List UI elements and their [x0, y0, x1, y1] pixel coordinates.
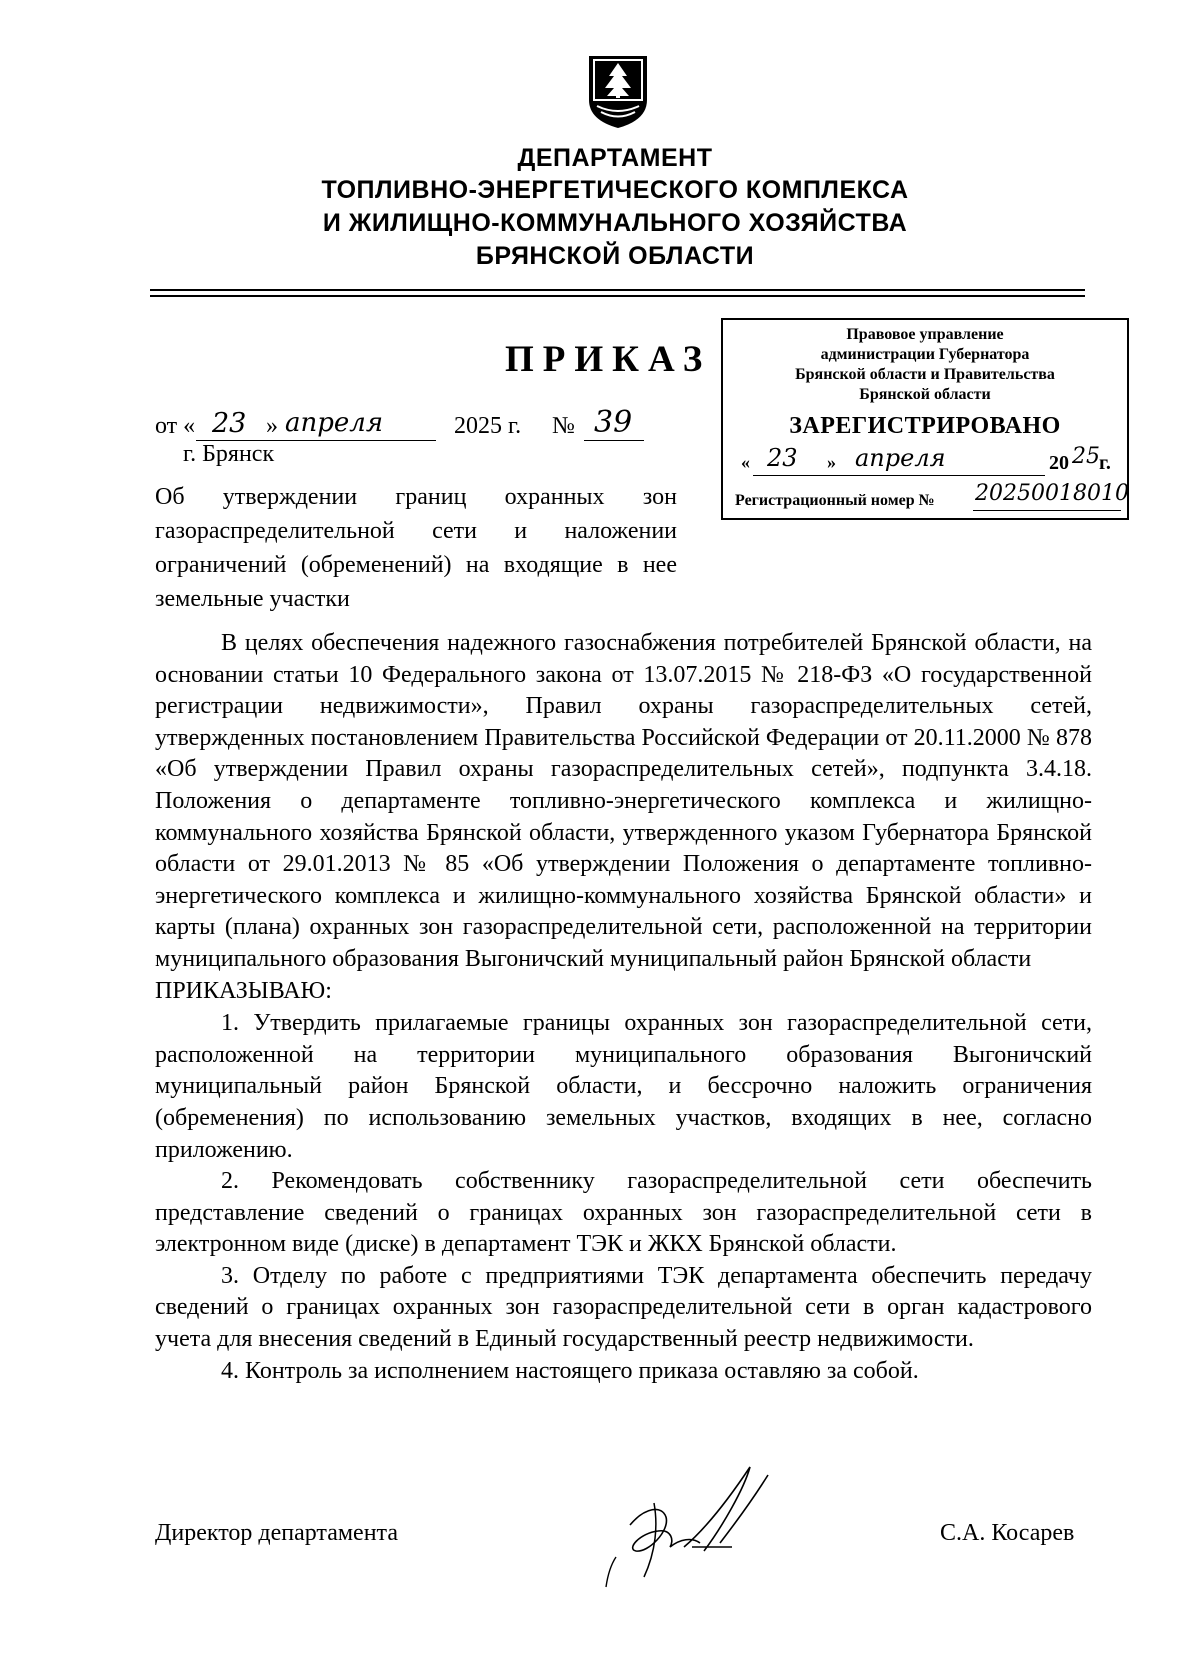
date-quote-close: »	[266, 413, 278, 439]
stamp-line-2: администрации Губернатора	[820, 346, 1030, 363]
registration-stamp	[721, 318, 1129, 520]
order-word: ПРИКАЗЫВАЮ:	[155, 977, 332, 1004]
department-header-line-1: ДЕПАРТАМЕНТ	[517, 144, 713, 172]
stamp-year-handwritten: 25	[1072, 444, 1100, 469]
order-item-4: 4. Контроль за исполнением настоящего приказа оставляю за собой.	[221, 1357, 919, 1384]
document-title: ПРИКАЗ	[505, 339, 712, 380]
order-item-2: 2. Рекомендовать собственнику газораспределительной сети обеспечить представление сведений о границах охранных зон газораспределительной сети в электронном виде (диске) в департамент ТЭК и ЖКХ Брянской области.	[155, 1168, 1092, 1258]
stamp-reg-number-handwritten: 20250018010	[975, 481, 1129, 506]
signatory-position: Директор департамента	[155, 1520, 398, 1546]
department-header-line-3: И ЖИЛИЩНО-КОММУНАЛЬНОГО ХОЗЯЙСТВА	[322, 209, 908, 237]
order-subject	[155, 480, 677, 616]
stamp-reg-label: Регистрационный номер №	[735, 492, 935, 509]
date-month-handwritten: апреля	[285, 408, 384, 438]
order-items-list	[155, 1008, 1092, 1387]
stamp-month-handwritten: апреля	[855, 444, 946, 472]
city: г. Брянск	[183, 441, 275, 467]
stamp-reg-underline	[973, 510, 1121, 511]
stamp-line-3: Брянской области и Правительства	[795, 366, 1055, 383]
coat-of-arms-emblem	[585, 50, 651, 130]
date-day-handwritten: 23	[212, 408, 247, 439]
date-prefix: от «	[155, 413, 196, 439]
stamp-date-underline	[753, 475, 1045, 476]
order-item-1: 1. Утвердить прилагаемые границы охранных зон газораспределительной сети, расположенной на территории муниципального образования Выгоничский муниципальный район Брянской области, и бессрочно наложить ограничения (обременения) по использованию земельных участков, входящих в нее, согласно приложению.	[155, 1010, 1092, 1163]
number-underline	[584, 440, 644, 441]
number-label: №	[552, 413, 575, 439]
order-body	[155, 628, 1092, 1387]
header-divider-bottom	[150, 295, 1085, 297]
order-item-3: 3. Отделу по работе с предприятиями ТЭК департамента обеспечить передачу сведений о границах охранных зон газораспределительной сети в орган кадастрового учета для внесения сведений в Единый государственный реестр недвижимости.	[155, 1262, 1092, 1353]
stamp-registered: ЗАРЕГИСТРИРОВАНО	[789, 413, 1061, 439]
preamble-paragraph: В целях обеспечения надежного газоснабжения потребителей Брянской области, на основании статьи 10 Федерального закона от 13.07.2015 № 218-ФЗ «О государственной регистрации недвижимости», Правил охраны газораспределительных сетей, утвержденных постановлением Правительства Российской Федерации от 20.11.2000 № 878 «Об утверждении Правил охраны газораспределительных сетей», подпункта 3.4.18. Положения о департаменте топливно-энергетического комплекса и жилищно-коммунального хозяйства Брянской области, утвержденного указом Губернатора Брянской области от 29.01.2013 № 85 «Об утверждении Положения о департаменте топливно-энергетического комплекса и жилищно-коммунального хозяйства Брянской области» и карты (плана) охранных зон газораспределительной сети, расположенной на территории муниципального образования Выгоничский муниципальный район Брянской области	[155, 630, 1092, 972]
stamp-year-end: г.	[1099, 452, 1111, 474]
date-year: 2025 г.	[454, 413, 522, 439]
stamp-line-1: Правовое управление	[846, 326, 1004, 343]
stamp-year-prefix: 20	[1049, 452, 1069, 474]
handwritten-signature	[600, 1455, 800, 1595]
stamp-day-handwritten: 23	[767, 444, 798, 472]
stamp-date-mid: »	[827, 452, 836, 472]
department-header-line-2: ТОПЛИВНО-ЭНЕРГЕТИЧЕСКОГО КОМПЛЕКСА	[321, 176, 909, 204]
order-number-handwritten: 39	[594, 405, 633, 440]
header-divider-top	[150, 289, 1085, 291]
stamp-line-4: Брянской области	[859, 386, 991, 403]
signatory-name: С.А. Косарев	[940, 1520, 1075, 1546]
department-header-line-4: БРЯНСКОЙ ОБЛАСТИ	[475, 242, 755, 270]
subject-text: Об утверждении границ охранных зон газораспределительной сети и наложении ограничений (обременений) на входящие в нее земельные участки	[155, 484, 677, 612]
stamp-date-open: «	[741, 452, 750, 472]
